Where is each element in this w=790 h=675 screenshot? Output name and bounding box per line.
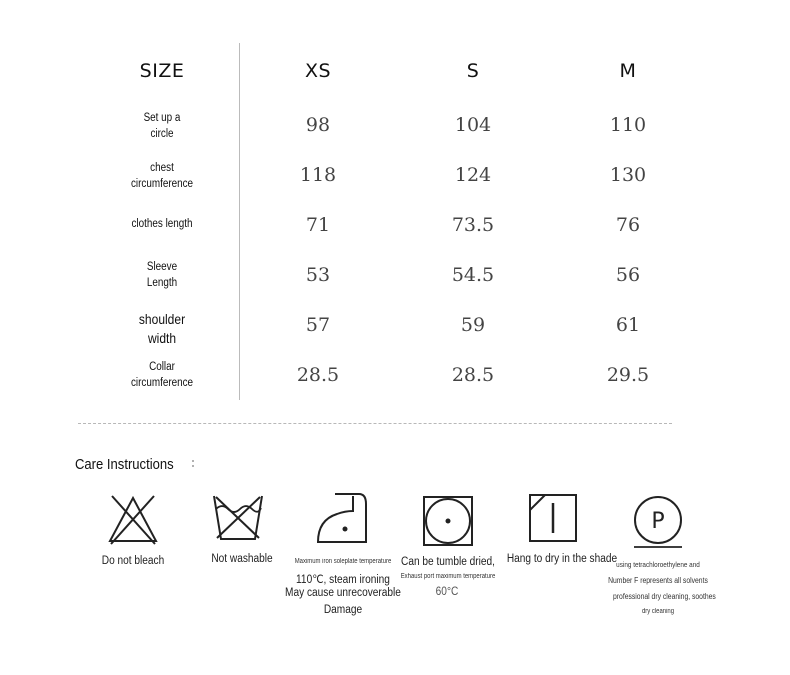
care-label-iron-line3: Damage xyxy=(323,604,363,616)
table-cell: 98 xyxy=(305,114,331,136)
table-cell: 53 xyxy=(305,264,331,286)
table-cell: 54.5 xyxy=(451,264,495,286)
size-column-header: SIZE xyxy=(139,60,185,82)
table-cell: 56 xyxy=(615,264,641,286)
dry-clean-p-icon xyxy=(630,494,686,550)
row-label-line: Sleeve xyxy=(146,261,178,273)
care-label-tumble-dry: Can be tumble dried, xyxy=(401,556,495,568)
row-label-chest xyxy=(110,160,213,192)
table-column-divider xyxy=(239,43,240,400)
table-cell: 124 xyxy=(454,164,492,186)
size-header-xs: XS xyxy=(304,60,332,82)
dry-clean-letter: P xyxy=(651,509,665,534)
care-section-title: Care Instructions xyxy=(75,457,174,473)
size-header-m: M xyxy=(619,60,637,82)
care-small-tumble-dry: Exhaust port maximum temperature xyxy=(400,573,496,580)
table-cell: 76 xyxy=(615,214,641,236)
table-cell: 61 xyxy=(615,314,641,336)
table-cell: 130 xyxy=(609,164,647,186)
no-wash-icon xyxy=(211,494,265,542)
care-label-iron-line2: May cause unrecoverable xyxy=(285,587,401,599)
care-label-iron-line1: 110℃, steam ironing xyxy=(296,574,390,586)
row-label-clothes-length xyxy=(110,216,213,232)
row-label-line: shoulder xyxy=(138,311,186,327)
care-temp-tumble-dry: 60°C xyxy=(435,586,459,598)
table-cell: 29.5 xyxy=(606,364,650,386)
care-small-iron: Maximum iron soleplate temperature xyxy=(294,558,392,565)
row-label-line: Length xyxy=(146,277,178,289)
table-cell: 110 xyxy=(609,114,647,136)
size-header-s: S xyxy=(466,60,480,82)
row-label-sleeve-length xyxy=(110,259,213,291)
care-label-no-bleach: Do not bleach xyxy=(101,555,165,567)
care-dry-clean-line2: Number F represents all solvents xyxy=(608,576,708,585)
row-label-line: circumference xyxy=(130,178,194,190)
table-cell: 57 xyxy=(305,314,331,336)
row-label-line: Collar xyxy=(149,361,175,373)
row-label-shoulder-width xyxy=(110,310,213,348)
row-label-line: chest xyxy=(150,162,174,174)
care-dry-clean-line3: professional dry cleaning, soothes xyxy=(613,592,716,601)
table-cell: 28.5 xyxy=(296,364,340,386)
table-cell: 118 xyxy=(299,164,337,186)
dots-icon xyxy=(192,458,195,472)
table-cell: 28.5 xyxy=(451,364,495,386)
row-label-set-up-circle xyxy=(110,110,213,142)
row-label-line: width xyxy=(147,330,177,346)
table-cell: 73.5 xyxy=(451,214,495,236)
row-label-line: circumference xyxy=(130,377,194,389)
row-label-line: clothes length xyxy=(131,218,193,230)
section-divider xyxy=(78,423,672,424)
no-bleach-icon xyxy=(106,494,160,546)
table-cell: 104 xyxy=(454,114,492,136)
row-label-line: Set up a xyxy=(143,112,181,124)
row-label-collar xyxy=(110,359,213,391)
care-dry-clean-line4: dry cleaning xyxy=(641,608,675,615)
row-label-line: circle xyxy=(150,128,174,140)
table-cell: 59 xyxy=(460,314,486,336)
tumble-dry-icon xyxy=(422,495,474,547)
care-dry-clean-line1: using tetrachloroethylene and xyxy=(616,560,700,569)
care-label-shade-dry: Hang to dry in the shade xyxy=(506,553,618,565)
line-dry-shade-icon xyxy=(528,493,578,543)
table-cell: 71 xyxy=(305,214,331,236)
care-label-no-wash: Not washable xyxy=(211,553,273,565)
iron-icon xyxy=(315,492,371,546)
